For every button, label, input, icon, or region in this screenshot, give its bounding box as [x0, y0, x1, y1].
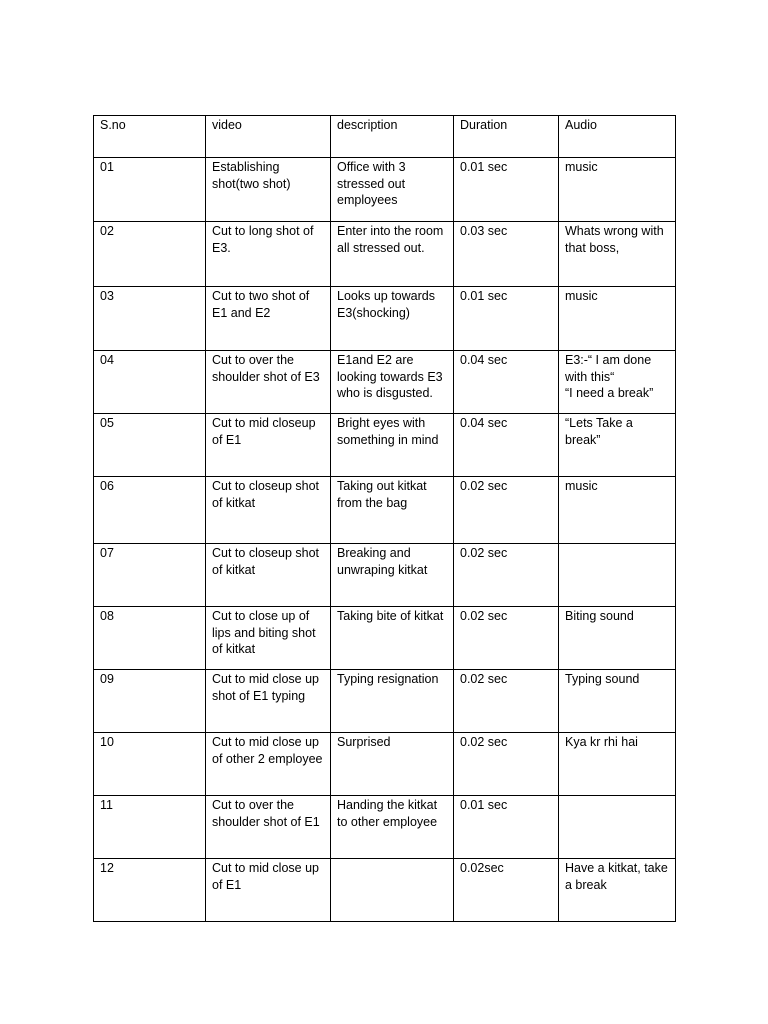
cell-video: Cut to closeup shot of kitkat: [206, 544, 331, 607]
cell-duration: 0.04 sec: [454, 351, 559, 414]
cell-video: Cut to mid close up of other 2 employee: [206, 733, 331, 796]
cell-description: [331, 859, 454, 922]
cell-audio: “Lets Take a break”: [559, 414, 676, 477]
cell-audio: music: [559, 477, 676, 544]
cell-description: Taking bite of kitkat: [331, 607, 454, 670]
table-row: [94, 222, 676, 287]
cell-video: Cut to over the shoulder shot of E1: [206, 796, 331, 859]
cell-audio: E3:-“ I am done with this“ “I need a break”: [559, 351, 676, 414]
cell-sno: 04: [94, 351, 206, 414]
cell-sno: 03: [94, 287, 206, 351]
cell-duration: 0.01 sec: [454, 158, 559, 222]
cell-description: Surprised: [331, 733, 454, 796]
cell-sno: 10: [94, 733, 206, 796]
cell-video: Cut to mid closeup of E1: [206, 414, 331, 477]
cell-duration: 0.02 sec: [454, 544, 559, 607]
table-row: [94, 670, 676, 733]
cell-video: Cut to over the shoulder shot of E3: [206, 351, 331, 414]
cell-description: Bright eyes with something in mind: [331, 414, 454, 477]
cell-description: Typing resignation: [331, 670, 454, 733]
cell-description: E1and E2 are looking towards E3 who is disgusted.: [331, 351, 454, 414]
cell-description: Breaking and unwraping kitkat: [331, 544, 454, 607]
cell-duration: 0.02 sec: [454, 477, 559, 544]
table-row: [94, 544, 676, 607]
cell-sno: 05: [94, 414, 206, 477]
cell-description: Handing the kitkat to other employee: [331, 796, 454, 859]
cell-video: Cut to closeup shot of kitkat: [206, 477, 331, 544]
header-duration: Duration: [454, 116, 559, 158]
table-row: [94, 796, 676, 859]
cell-sno: 11: [94, 796, 206, 859]
cell-sno: 01: [94, 158, 206, 222]
table-row: [94, 607, 676, 670]
cell-video: Cut to two shot of E1 and E2: [206, 287, 331, 351]
cell-description: Taking out kitkat from the bag: [331, 477, 454, 544]
header-description: description: [331, 116, 454, 158]
cell-audio: [559, 544, 676, 607]
cell-audio: Biting sound: [559, 607, 676, 670]
cell-audio: [559, 796, 676, 859]
cell-duration: 0.02sec: [454, 859, 559, 922]
cell-audio: music: [559, 158, 676, 222]
table-row: [94, 859, 676, 922]
table-row: [94, 414, 676, 477]
cell-sno: 09: [94, 670, 206, 733]
cell-duration: 0.01 sec: [454, 287, 559, 351]
cell-sno: 02: [94, 222, 206, 287]
cell-audio: Kya kr rhi hai: [559, 733, 676, 796]
table-row: [94, 733, 676, 796]
header-audio: Audio: [559, 116, 676, 158]
cell-duration: 0.02 sec: [454, 733, 559, 796]
table-row: [94, 158, 676, 222]
cell-sno: 08: [94, 607, 206, 670]
cell-audio: music: [559, 287, 676, 351]
cell-video: Establishing shot(two shot): [206, 158, 331, 222]
cell-sno: 06: [94, 477, 206, 544]
cell-video: Cut to long shot of E3.: [206, 222, 331, 287]
cell-audio: Typing sound: [559, 670, 676, 733]
cell-audio: Whats wrong with that boss,: [559, 222, 676, 287]
cell-duration: 0.04 sec: [454, 414, 559, 477]
cell-video: Cut to mid close up shot of E1 typing: [206, 670, 331, 733]
header-video: video: [206, 116, 331, 158]
cell-audio: Have a kitkat, take a break: [559, 859, 676, 922]
cell-sno: 07: [94, 544, 206, 607]
storyboard-table: [93, 115, 676, 922]
cell-duration: 0.01 sec: [454, 796, 559, 859]
table-row: [94, 287, 676, 351]
cell-sno: 12: [94, 859, 206, 922]
cell-video: Cut to close up of lips and biting shot of kitkat: [206, 607, 331, 670]
cell-duration: 0.02 sec: [454, 607, 559, 670]
cell-description: Looks up towards E3(shocking): [331, 287, 454, 351]
header-sno: S.no: [94, 116, 206, 158]
table-row: [94, 351, 676, 414]
cell-description: Enter into the room all stressed out.: [331, 222, 454, 287]
table-header-row: [94, 116, 676, 158]
cell-description: Office with 3 stressed out employees: [331, 158, 454, 222]
cell-duration: 0.02 sec: [454, 670, 559, 733]
cell-duration: 0.03 sec: [454, 222, 559, 287]
cell-video: Cut to mid close up of E1: [206, 859, 331, 922]
table-row: [94, 477, 676, 544]
